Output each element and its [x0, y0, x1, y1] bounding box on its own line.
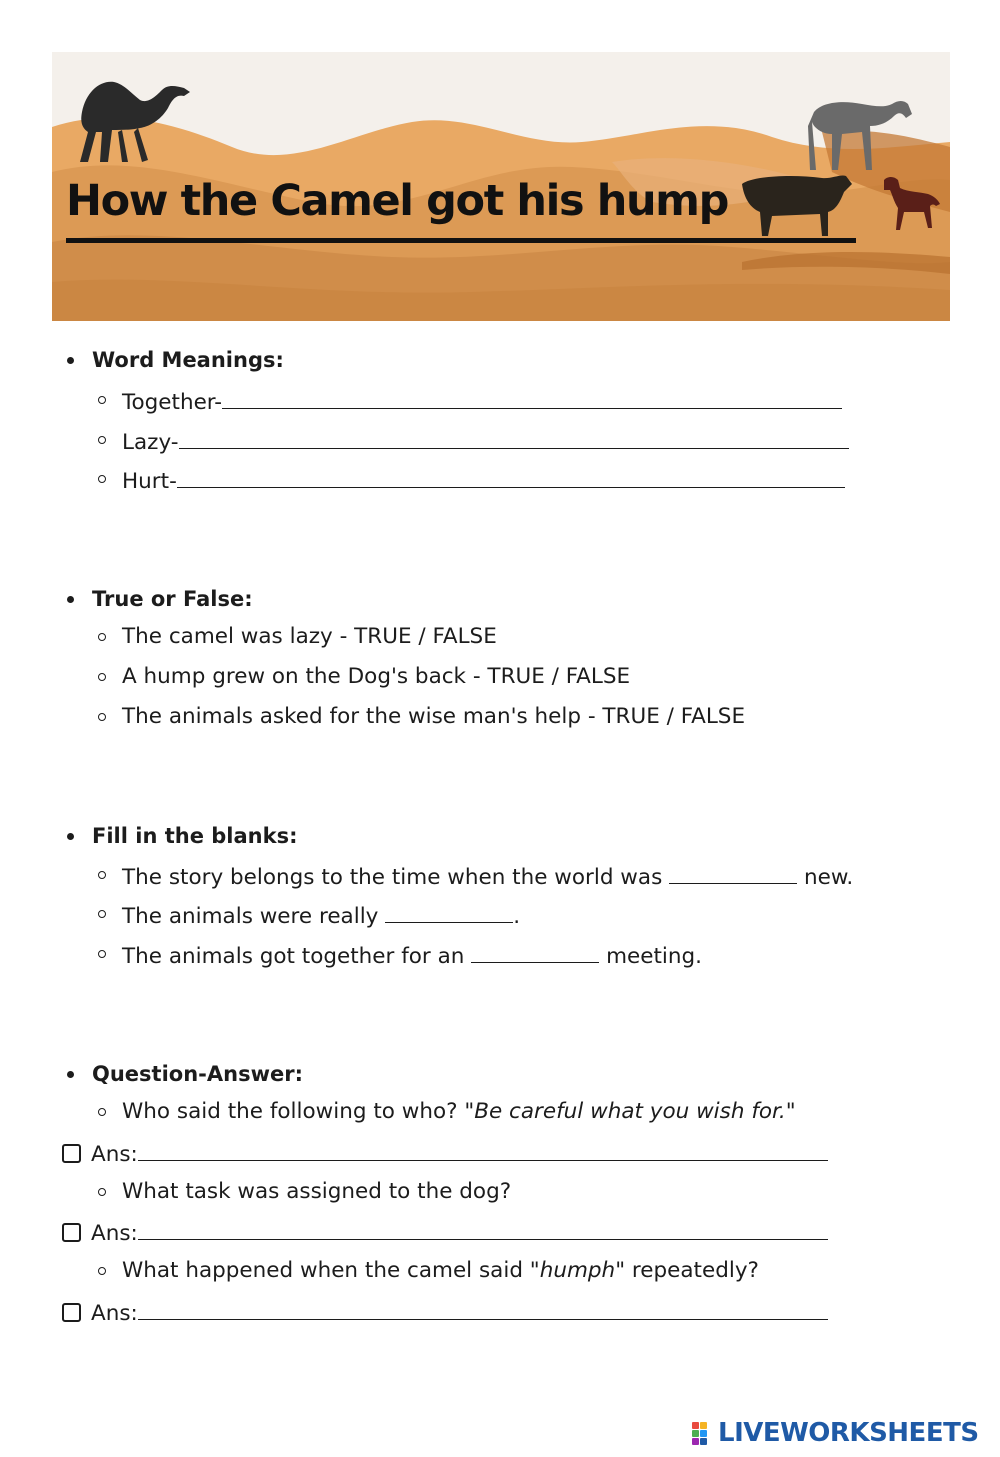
question-emphasis: humph: [539, 1258, 616, 1283]
page-title: How the Camel got his hump: [66, 176, 728, 226]
liveworksheets-logo[interactable]: [692, 1418, 992, 1452]
logo-icon: [692, 1422, 714, 1446]
sentence-end: .: [513, 904, 521, 929]
answer-blank[interactable]: [179, 426, 849, 449]
answer-blank[interactable]: [222, 386, 842, 409]
question-quote: "Be careful what you wish for.": [464, 1099, 796, 1124]
answer-row: [62, 1138, 828, 1169]
answer-label: Ans:: [91, 1142, 138, 1167]
word-label: Together-: [122, 390, 223, 415]
answer-blank[interactable]: [177, 465, 845, 488]
title-underline: [66, 238, 856, 243]
fill-blank-input[interactable]: [471, 940, 599, 963]
sentence-end: meeting.: [606, 944, 703, 969]
answer-input[interactable]: [138, 1217, 828, 1240]
true-false-item[interactable]: The animals asked for the wise man's help - TRUE / FALSE: [122, 704, 746, 729]
answer-input[interactable]: [138, 1297, 828, 1320]
question-item: [122, 1257, 759, 1285]
word-meaning-item: [122, 426, 849, 457]
answer-label: Ans:: [91, 1221, 138, 1246]
answer-checkbox[interactable]: [62, 1144, 81, 1163]
logo-text: LIVEWORKSHEETS: [718, 1418, 979, 1448]
true-false-item[interactable]: A hump grew on the Dog's back - TRUE / FALSE: [122, 664, 631, 689]
sentence-end: new.: [803, 865, 854, 890]
sentence-start: The animals were really: [122, 904, 379, 929]
answer-checkbox[interactable]: [62, 1223, 81, 1242]
fill-blank-item: [122, 940, 702, 971]
sentence-start: The animals got together for an: [122, 944, 465, 969]
answer-label: Ans:: [91, 1301, 138, 1326]
true-false-item[interactable]: The camel was lazy - TRUE / FALSE: [122, 624, 497, 649]
question-item: What task was assigned to the dog?: [122, 1179, 512, 1204]
answer-checkbox[interactable]: [62, 1303, 81, 1322]
word-label: Lazy-: [122, 430, 179, 455]
question-text: Who said the following to who?: [122, 1099, 465, 1124]
fill-blank-item: [122, 861, 853, 892]
question-item: [122, 1098, 796, 1126]
word-meanings-heading: Word Meanings:: [92, 348, 284, 372]
answer-input[interactable]: [138, 1138, 828, 1161]
fill-blank-item: [122, 900, 520, 931]
word-label: Hurt-: [122, 469, 177, 494]
word-meaning-item: [122, 386, 842, 417]
question-text: What happened when the camel said ": [122, 1258, 540, 1283]
fill-blank-input[interactable]: [385, 900, 513, 923]
question-text-end: " repeatedly?: [615, 1258, 759, 1283]
true-false-heading: True or False:: [92, 587, 253, 611]
fill-blank-input[interactable]: [669, 861, 797, 884]
fill-blanks-heading: Fill in the blanks:: [92, 824, 298, 848]
answer-row: [62, 1297, 828, 1328]
word-meaning-item: [122, 465, 845, 496]
question-answer-heading: Question-Answer:: [92, 1062, 303, 1086]
sentence-start: The story belongs to the time when the world was: [122, 865, 663, 890]
answer-row: [62, 1217, 828, 1248]
